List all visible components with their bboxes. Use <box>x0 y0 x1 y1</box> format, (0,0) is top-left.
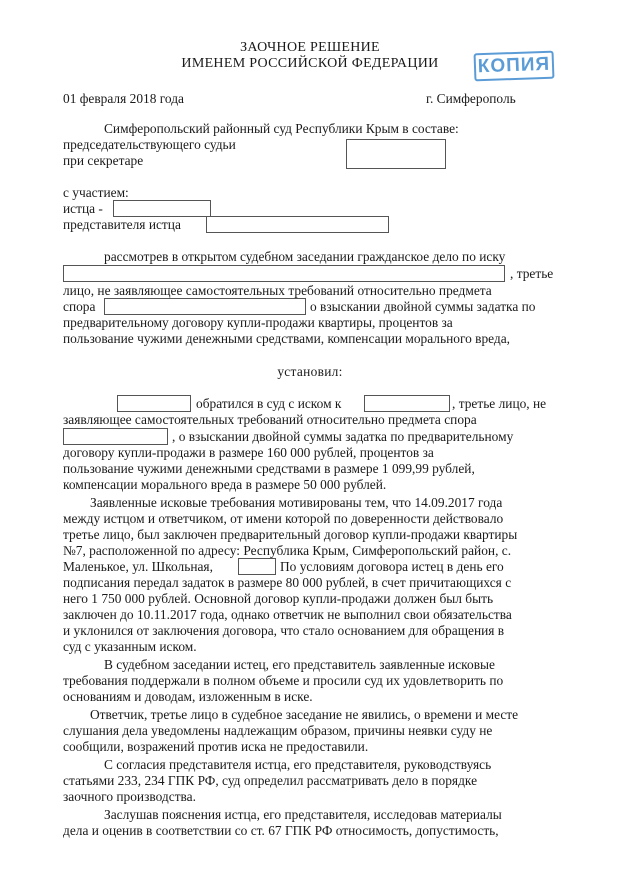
plaintiff-rep-label: представителя истца <box>63 217 181 232</box>
redacted-plaintiff-rep <box>206 216 389 233</box>
p2-line-8: заключен до 10.11.2017 года, однако ответчик не выполнил свои обязательства <box>63 607 512 622</box>
p2-line-3: третье лицо, был заключен предварительный договор купли-продажи квартиры <box>63 527 518 542</box>
p2-line-7: него 1 750 000 рублей. Основной договор купли-продажи должен был быть <box>63 591 494 606</box>
p2-line-5b: По условиям договора истец в день его <box>280 559 504 574</box>
p3-line-3: основаниям и доводам, изложенным в иске. <box>63 689 313 704</box>
redacted-third-party <box>104 298 306 315</box>
p1-line-6: компенсации морального вреда в размере 50 000 рублей. <box>63 477 387 492</box>
redacted-address <box>238 558 276 575</box>
p4-line-1: Ответчик, третье лицо в судебное заседание не явились, о времени и месте <box>90 707 519 722</box>
redacted-defendant <box>364 395 450 412</box>
p4-line-3: сообщили, возражений против иска не предоставили. <box>63 739 369 754</box>
redacted-third-party-2 <box>63 428 168 445</box>
p5-line-3: заочного производства. <box>63 789 196 804</box>
p2-line-6: подписания передал задаток в размере 80 000 рублей, в счет причитающихся с <box>63 575 512 590</box>
p2-line-4: №7, расположенной по адресу: Республика Крым, Симферопольский район, с. <box>63 543 512 558</box>
p5-line-2: статьями 233, 234 ГПК РФ, суд определил рассматривать дело в порядке <box>63 773 478 788</box>
p1-line-1b: , третье лицо, не <box>452 396 547 411</box>
intro-line-4-tail: о взыскании двойной суммы задатка по <box>310 299 536 314</box>
doc-title: ЗАОЧНОЕ РЕШЕНИЕ <box>240 40 380 55</box>
intro-text-1: рассмотрев в открытом судебном заседании гражданское дело по иску <box>104 249 506 264</box>
p3-line-2: требования поддержали в полном объеме и просили суд их удовлетворить по <box>63 673 504 688</box>
intro-line-4-head: спора <box>63 299 96 314</box>
redacted-judge-secretary <box>346 139 446 169</box>
p1-line-2 <box>63 412 552 428</box>
plaintiff-label: истца - <box>63 201 103 216</box>
redacted-case-parties <box>63 265 505 282</box>
intro-line-3 <box>63 283 552 299</box>
p1-text-2: заявляющее самостоятельных требований относительно предмета спора <box>63 412 477 427</box>
p4-line-2: слушания дела уведомлены надлежащим образом, причины неявки суду не <box>63 723 493 738</box>
p1-text-4: договору купли-продажи в размере 160 000 рублей, процентов за <box>63 445 434 460</box>
court-composition: Симферопольский районный суд Республики Крым в составе: <box>104 121 459 136</box>
intro-text-5: предварительному договору купли-продажи квартиры, процентов за <box>63 315 453 330</box>
intro-text-3: лицо, не заявляющее самостоятельных требований относительно предмета <box>63 283 492 298</box>
p3-line-1: В судебном заседании истец, его представитель заявленные исковые <box>104 657 495 672</box>
redacted-plaintiff-name <box>117 395 191 412</box>
intro-line-6: пользование чужими денежными средствами, компенсации морального вреда, <box>63 331 511 346</box>
p1-line-3: , о взыскании двойной суммы задатка по предварительному <box>172 429 514 444</box>
p2-line-2: между истцом и ответчиком, от имени которой по доверенности действовало <box>63 511 504 526</box>
p6-line-1: Заслушав пояснения истца, его представителя, исследовав материалы <box>104 807 502 822</box>
p6-line-2: дела и оценив в соответствии со ст. 67 ГПК РФ относимость, допустимость, <box>63 823 499 838</box>
p1-line-4 <box>63 445 552 461</box>
secretary-label: при секретаре <box>63 153 144 168</box>
doc-subtitle: ИМЕНЕМ РОССИЙСКОЙ ФЕДЕРАЦИИ <box>181 56 439 71</box>
intro-line-2-tail: , третье <box>510 266 554 281</box>
copy-stamp: КОПИЯ <box>474 51 555 82</box>
p1-text-5: пользование чужими денежными средствами в размере 1 099,99 рублей, <box>63 461 475 476</box>
p1-line-1a: обратился в суд с иском к <box>196 396 342 411</box>
doc-date: 01 февраля 2018 года <box>63 91 184 106</box>
intro-line-1 <box>104 249 552 265</box>
redacted-plaintiff <box>113 200 211 217</box>
intro-line-5 <box>63 315 552 331</box>
p2-line-5a: Маленькое, ул. Школьная, <box>63 559 213 574</box>
established-heading: установил: <box>277 364 343 379</box>
p2-line-10: суд с указанным иском. <box>63 639 197 654</box>
p1-line-5 <box>63 461 552 477</box>
p2-line-1: Заявленные исковые требования мотивированы тем, что 14.09.2017 года <box>90 495 503 510</box>
presiding-judge-label: председательствующего судьи <box>63 137 236 152</box>
p5-line-1: С согласия представителя истца, его представителя, руководствуясь <box>104 757 492 772</box>
p2-line-9: и уклонился от заключения договора, что стало основанием для обращения в <box>63 623 505 638</box>
participation-label: с участием: <box>63 185 129 200</box>
doc-city: г. Симферополь <box>426 91 516 106</box>
